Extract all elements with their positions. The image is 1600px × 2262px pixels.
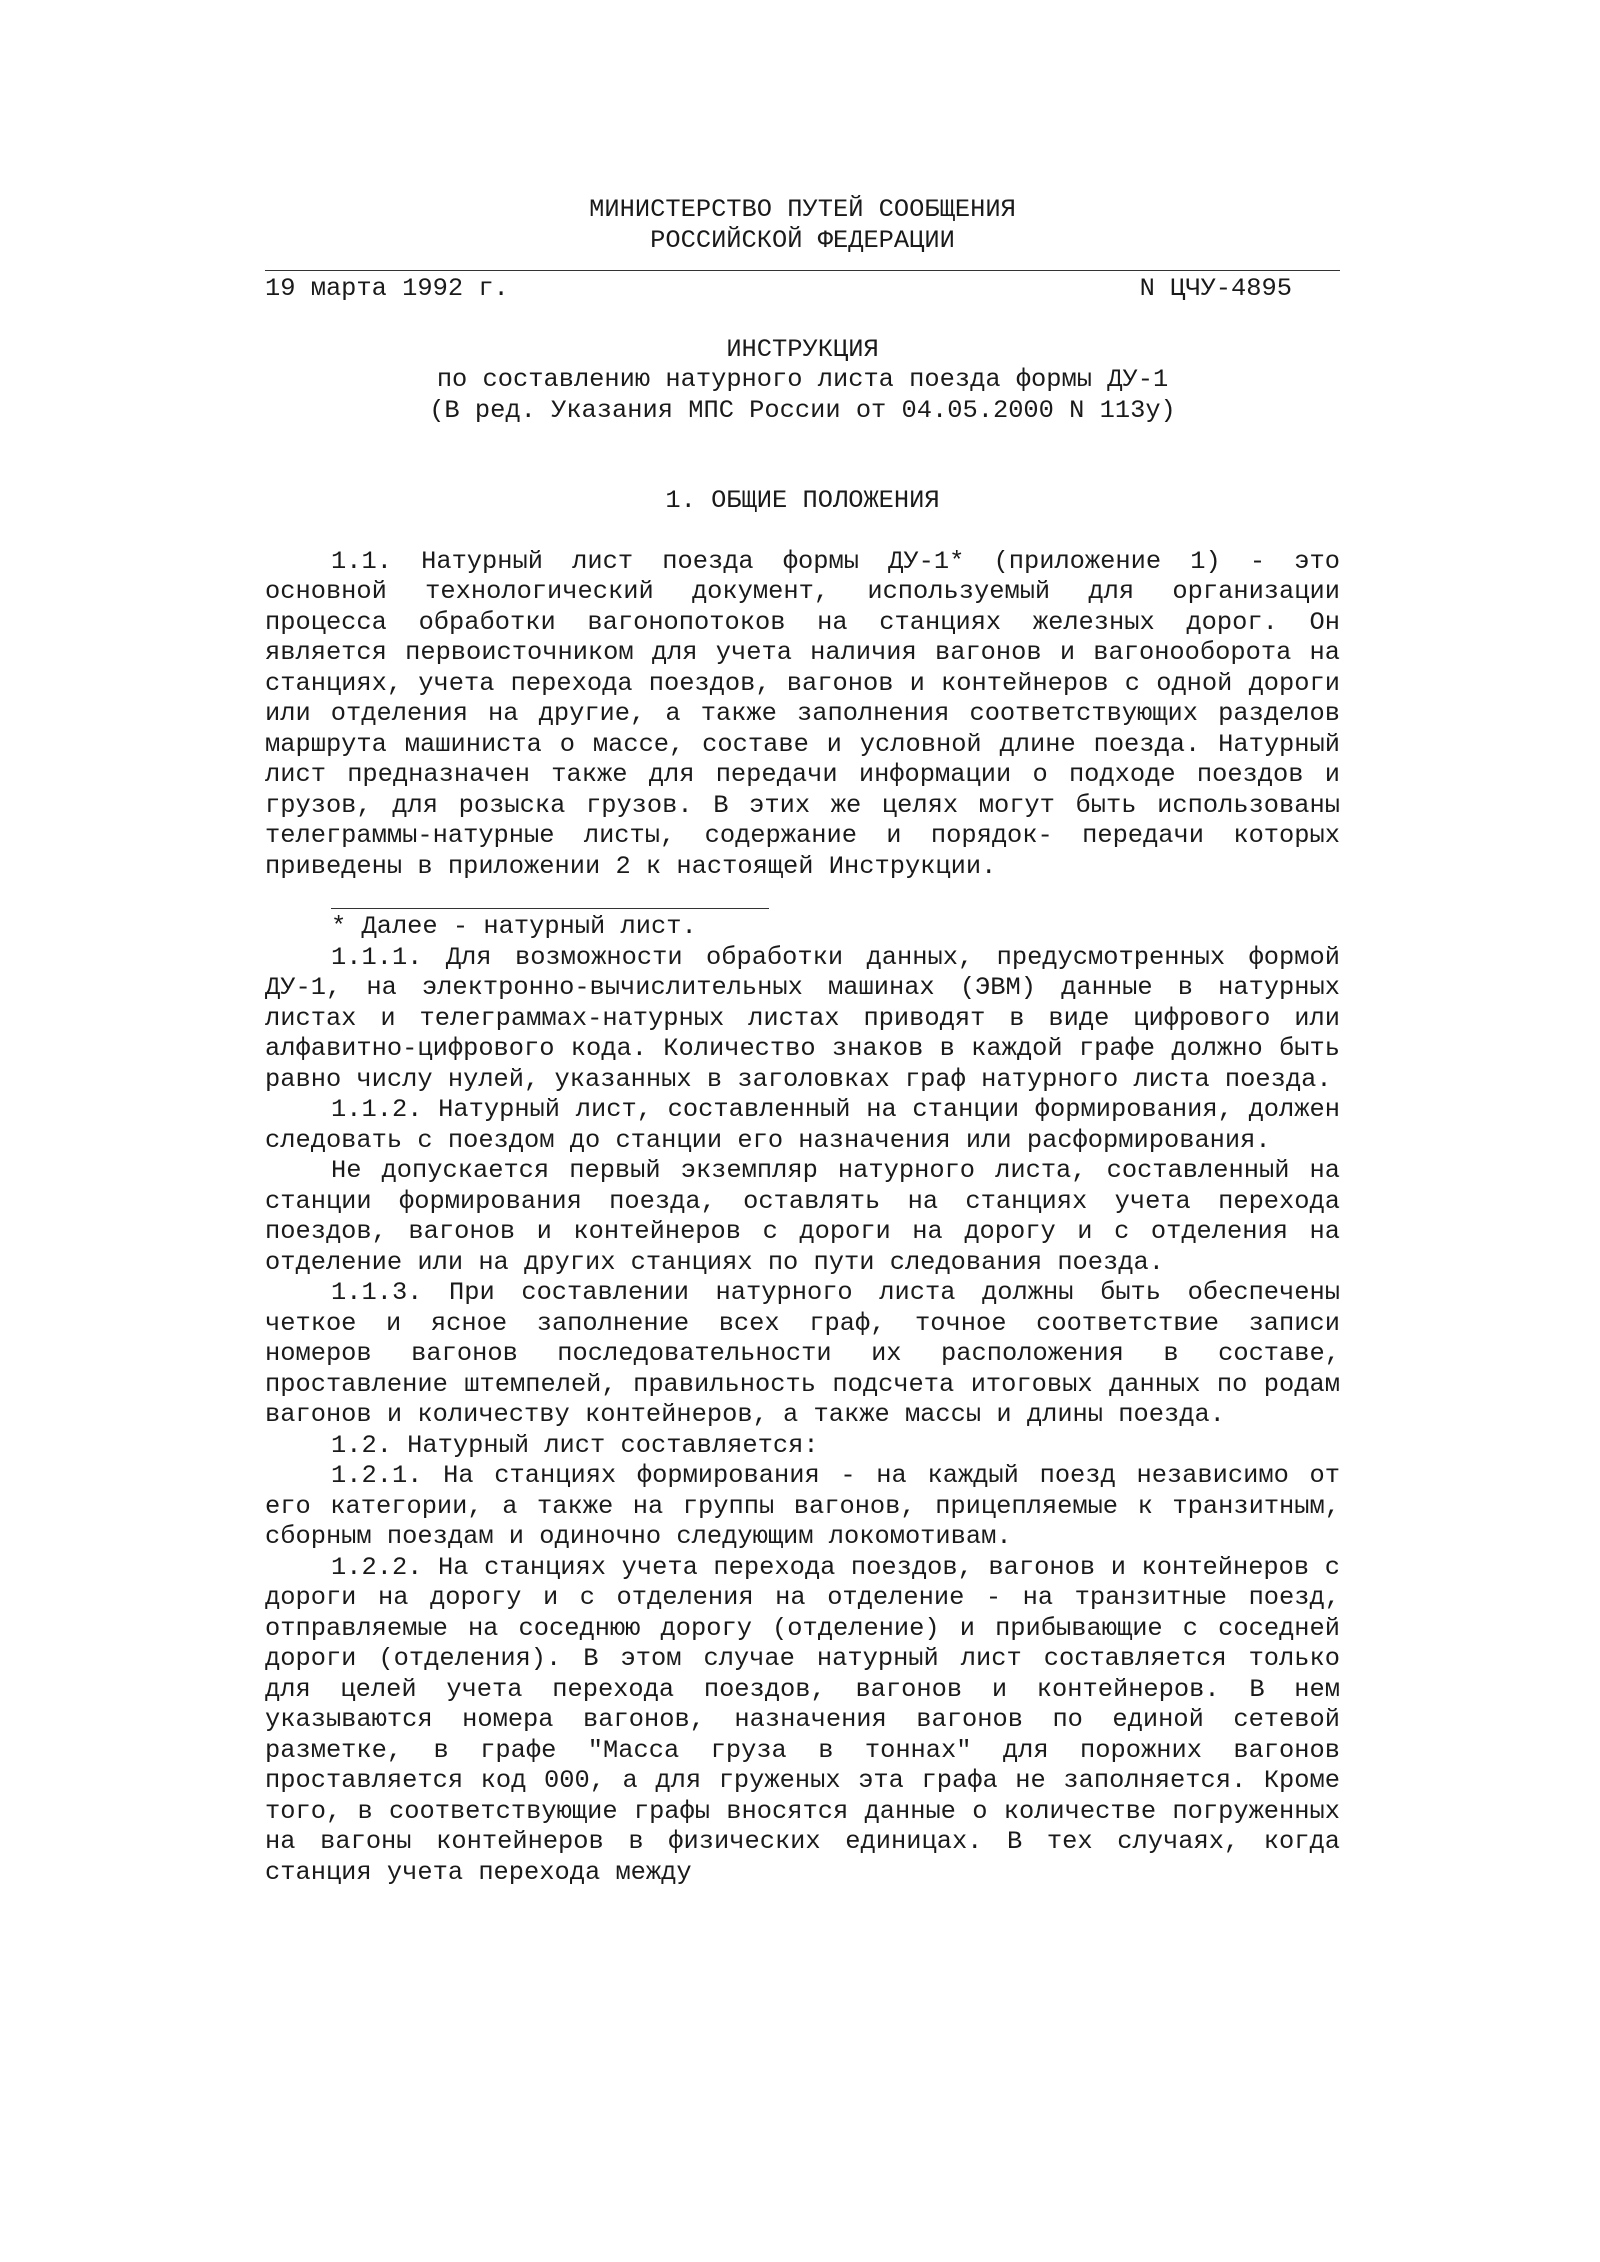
header-divider	[265, 270, 1340, 271]
document-page	[265, 195, 1340, 1888]
ministry-line-2: РОССИЙСКОЙ ФЕДЕРАЦИИ	[650, 225, 955, 255]
paragraph-1-2-1: 1.2.1. На станциях формирования - на каждый поезд независимо от его категории, а также на группы вагонов, прицепляемые к транзитным, сборным поездам и одиночно следующим локомотивам.	[265, 1461, 1340, 1551]
paragraph-1-2-2: 1.2.2. На станциях учета перехода поездов, вагонов и контейнеров с дороги на дорогу и с отделения на отделение - на транзитные поезд, отправляемые на соседнюю дорогу (отделение) и прибывающие с соседней дороги (отделения). В этом случае натурный лист составляется только для целей учета перехода поездов, вагонов и контейнеров. В нем указываются номера вагонов, назначения вагонов по единой сетевой разметке, в графе "Масса груза в тоннах" для порожних вагонов проставляется код 000, а для груженых эта графа не заполняется. Кроме того, в соответствующие графы вносятся данные о количестве погруженных на вагоны контейнеров в физических единицах. В тех случаях, когда станция учета перехода между	[265, 1552, 1340, 1887]
date-number-line	[265, 274, 1340, 305]
paragraph-1-1-2-continued: Не допускается первый экземпляр натурного листа, составленный на станции формирования поезда, оставлять на станциях учета перехода поездов, вагонов и контейнеров с дороги на дорогу и с отделения на отделение или на других станциях по пути следования поезда.	[265, 1156, 1340, 1277]
paragraph-1-1-2: 1.1.2. Натурный лист, составленный на станции формирования, должен следовать с поездом до станции его назначения или расформирования.	[265, 1095, 1340, 1155]
paragraph-1-2: 1.2. Натурный лист составляется:	[331, 1430, 819, 1460]
paragraph-1-1-3: 1.1.3. При составлении натурного листа должны быть обеспечены четкое и ясное заполнение всех граф, точное соответствие записи номеров вагонов последовательности их расположения в составе, проставление штемпелей, правильность подсчета итоговых данных по родам вагонов и количеству контейнеров, а также массы и длины поезда.	[265, 1278, 1340, 1429]
document-date: 19 марта 1992 г.	[265, 274, 509, 303]
section-heading: 1. ОБЩИЕ ПОЛОЖЕНИЯ	[665, 486, 940, 515]
document-edition-note: (В ред. Указания МПС России от 04.05.2000 N 113у)	[429, 395, 1176, 425]
footnote: * Далее - натурный лист.	[331, 912, 697, 941]
document-subtitle: по составлению натурного листа поезда формы ДУ-1	[436, 365, 1169, 394]
footnote-divider	[331, 908, 769, 909]
ministry-line-1: МИНИСТЕРСТВО ПУТЕЙ СООБЩЕНИЯ	[589, 195, 1016, 224]
paragraph-1-1-1: 1.1.1. Для возможности обработки данных, предусмотренных формой ДУ-1, на электронно-вычислительных машинах (ЭВМ) данные в натурных листах и телеграммах-натурных листах приводят в виде цифрового или алфавитно-цифрового кода. Количество знаков в каждой графе должно быть равно числу нулей, указанных в заголовках граф натурного листа поезда.	[265, 942, 1340, 1094]
paragraph-1-1: 1.1. Натурный лист поезда формы ДУ-1* (приложение 1) - это основной технологический документ, используемый для организации процесса обработки вагонопотоков на станциях железных дорог. Он является первоисточником для учета наличия вагонов и вагонооборота на станциях, учета перехода поездов, вагонов и контейнеров с одной дороги или отделения на другие, а также заполнения соответствующих разделов маршрута машиниста о массе, составе и условной длине поезда. Натурный лист предназначен также для передачи информации о подходе поездов и грузов, для розыска грузов. В этих же целях могут быть использованы телеграммы-натурные листы, содержание и порядок- передачи которых приведены в приложении 2 к настоящей Инструкции.	[265, 546, 1340, 881]
document-title: ИНСТРУКЦИЯ	[726, 334, 879, 364]
document-number: N ЦЧУ-4895	[1139, 274, 1292, 303]
